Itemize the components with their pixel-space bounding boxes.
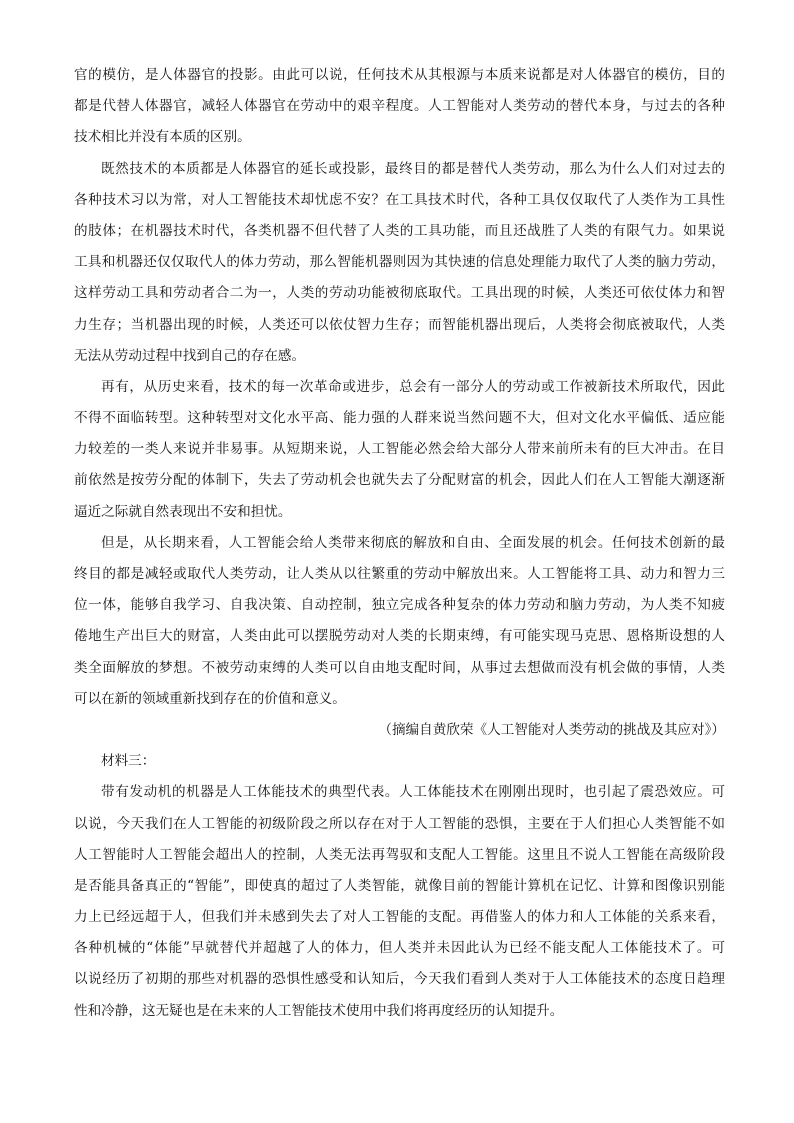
paragraph-line: 无法从劳动过程中找到自己的存在感。 — [74, 347, 306, 364]
paragraph-line: 都是代替人体器官，减轻人体器官在劳动中的艰辛程度。人工智能对人类劳动的替代本身，与过去的各种 — [74, 98, 725, 115]
paragraph — [74, 372, 725, 528]
document-page — [74, 60, 725, 1027]
paragraph-line: 这样劳动工具和劳动者合二为一，人类的劳动功能被彻底取代。工具出现的时候，人类还可依仗体力和智 — [74, 285, 725, 302]
paragraph-line: 前依然是按劳分配的体制下，失去了劳动机会也就失去了分配财富的机会，因此人们在人工智能大潮逐渐 — [74, 472, 725, 489]
paragraph-line: 倦地生产出巨大的财富，人类由此可以摆脱劳动对人类的长期束缚，有可能实现马克思、恩格斯设想的人 — [74, 628, 725, 645]
paragraph-line: 类全面解放的梦想。不被劳动束缚的人类可以自由地支配时间，从事过去想做而没有机会做的事情，人类 — [74, 659, 725, 676]
paragraph-line: 但是，从长期来看，人工智能会给人类带来彻底的解放和自由、全面发展的机会。任何技术创新的最 — [101, 534, 725, 551]
paragraph-line: 不得不面临转型。这种转型对文化水平高、能力强的人群来说当然问题不大，但对文化水平偏低、适应能 — [74, 410, 725, 427]
paragraph-line: 技术相比并没有本质的区别。 — [74, 129, 251, 146]
paragraph-line: 终目的都是减轻或取代人类劳动，让人类从以往繁重的劳动中解放出来。人工智能将工具、动力和智力三 — [74, 566, 725, 582]
article-body — [74, 60, 725, 715]
paragraph-line: 位一体，能够自我学习、自我决策、自动控制，独立完成各种复杂的体力劳动和脑力劳动，为人类不知疲 — [74, 597, 725, 614]
paragraph-line: 是否能具备真正的“智能”，即使真的超过了人类智能，就像目前的智能计算机在记忆、计算和图像识别能 — [74, 877, 725, 894]
paragraph-line: 力生存；当机器出现的时候，人类还可以依仗智力生存；而智能机器出现后，人类将会彻底被取代，人类 — [74, 316, 725, 333]
paragraph-line: 带有发动机的机器是人工体能技术的典型代表。人工体能技术在刚刚出现时，也引起了震恐效应。可 — [101, 784, 725, 801]
paragraph-line: 的肢体；在机器技术时代，各类机器不但代替了人类的工具功能，而且还战胜了人类的有限气力。如果说 — [74, 222, 725, 239]
paragraph-line: 性和冷静，这无疑也是在未来的人工智能技术使用中我们将再度经历的认知提升。 — [74, 1002, 564, 1019]
paragraph-line: 逼近之际就自然表现出不安和担忧。 — [74, 503, 292, 520]
source-citation: （摘编自黄欣荣《人工智能对人类劳动的挑战及其应对》） — [378, 721, 725, 738]
material-three-body — [74, 777, 725, 1027]
paragraph-line: 力上已经远超于人，但我们并未感到失去了对人工智能的支配。再借鉴人的体力和人工体能的关系来看， — [74, 909, 725, 926]
paragraph-line: 官的模仿，是人体器官的投影。由此可以说，任何技术从其根源与本质来说都是对人体器官的模仿，目的 — [74, 67, 725, 83]
paragraph-line: 工具和机器还仅仅取代人的体力劳动，那么智能机器则因为其快速的信息处理能力取代了人类的脑力劳动， — [74, 254, 725, 271]
paragraph-line: 既然技术的本质都是人体器官的延长或投影，最终目的都是替代人类劳动，那么为什么人们对过去的 — [101, 160, 725, 177]
paragraph-line: 各种技术习以为常，对人工智能技术却忧虑不安？在工具技术时代，各种工具仅仅取代了人类作为工具性 — [74, 191, 725, 208]
paragraph — [74, 60, 725, 154]
paragraph-line: 再有，从历史来看，技术的每一次革命或进步，总会有一部分人的劳动或工作被新技术所取代，因此 — [101, 378, 725, 395]
paragraph — [74, 154, 725, 372]
paragraph-line: 人工智能时人工智能会超出人的控制，人类无法再驾驭和支配人工智能。这里且不说人工智能在高级阶段 — [74, 846, 725, 863]
material-heading: 材料三： — [101, 753, 156, 770]
paragraph-line: 可以在新的领域重新找到存在的价值和意义。 — [74, 690, 346, 707]
paragraph-line: 以说经历了初期的那些对机器的恐惧性感受和认知后，今天我们看到人类对于人工体能技术的态度日趋理 — [74, 971, 725, 988]
paragraph-line: 力较差的一类人来说并非易事。从短期来说，人工智能必然会给大部分人带来前所未有的巨大冲击。在目 — [74, 441, 725, 458]
paragraph — [74, 528, 725, 715]
paragraph-line: 各种机械的“体能”早就替代并超越了人的体力，但人类并未因此认为已经不能支配人工体能技术了。可 — [74, 940, 725, 957]
paragraph-line: 以说，今天我们在人工智能的初级阶段之所以存在对于人工智能的恐惧，主要在于人们担心人类智能不如 — [74, 815, 725, 832]
